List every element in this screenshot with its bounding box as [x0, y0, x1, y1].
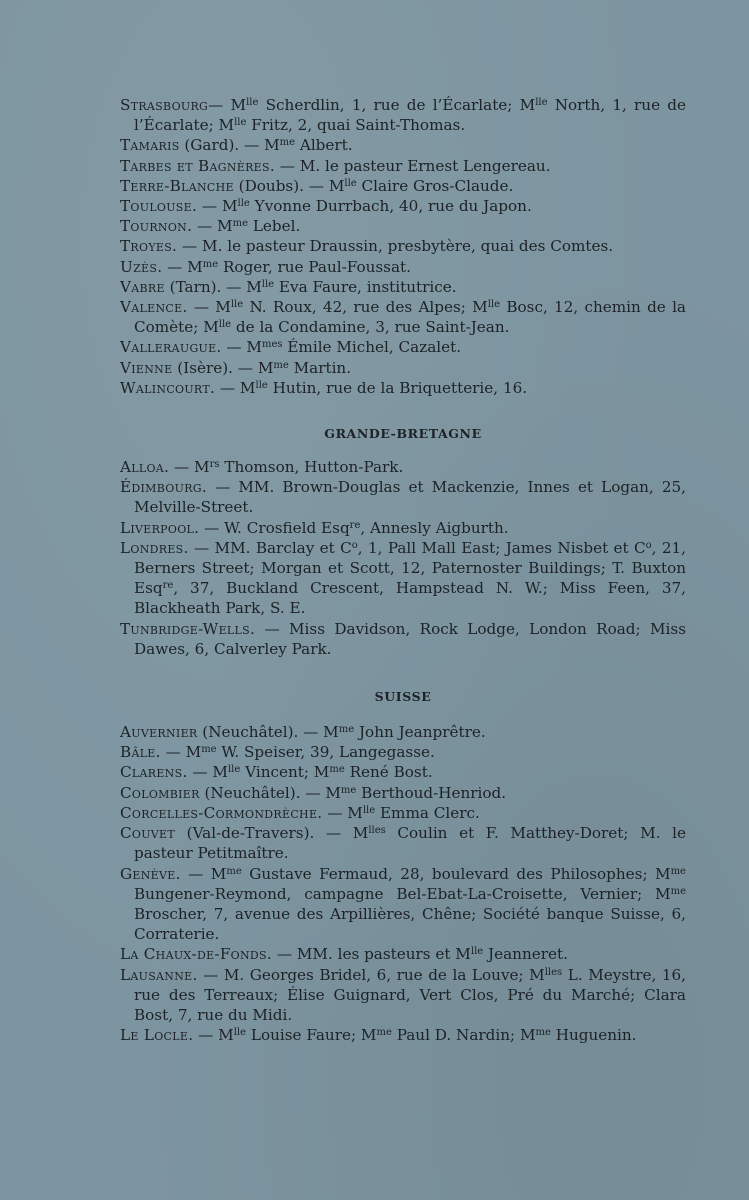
entry-text: Coulin et F. Matthey-Doret; M. le pasteur Petitmaître. — [134, 824, 686, 863]
entry-place: Vabre — [120, 277, 165, 296]
directory-entry — [120, 297, 686, 337]
entry-text: Albert. — [295, 136, 353, 155]
title-abbrev-superscript: me — [202, 258, 219, 270]
entry-text: (Gard). — M — [179, 136, 280, 155]
title-abbrev-superscript: me — [273, 359, 289, 371]
entry-text: Roger, rue Paul-Foussat. — [218, 257, 411, 276]
entry-place: Terre-Blanche — [120, 176, 234, 195]
title-abbrev-superscript: lle — [230, 299, 244, 311]
entry-text: (Tarn). — M — [164, 277, 262, 296]
directory-entry — [120, 358, 686, 378]
entry-place: Tunbridge-Wells. — [120, 619, 256, 638]
title-abbrev-superscript: mes — [261, 339, 283, 351]
entry-text: — M. le pasteur Draussin, presbytère, quai des Comtes. — [177, 237, 614, 256]
entry-text: John Jeanprêtre. — [354, 723, 486, 742]
title-abbrev-superscript: lle — [535, 97, 548, 108]
france-entries — [120, 95, 686, 398]
entry-text: Louise Faure; M — [246, 1026, 377, 1045]
entry-text: , 21, Berners Street; Morgan et Scott, 12, Paternoster Buildings; T. Buxton Esq — [134, 538, 687, 598]
title-abbrev-superscript: me — [201, 744, 217, 756]
title-abbrev-superscript: lle — [246, 97, 259, 108]
entry-text: , 37, Buckland Crescent, Hampstead N. W.; Miss Feen, 37, Blackheath Park, S. E. — [134, 579, 686, 618]
entry-text: Emma Clerc. — [375, 803, 480, 822]
title-abbrev-superscript: lle — [234, 117, 247, 129]
title-abbrev-superscript: me — [329, 764, 345, 776]
entry-place: Édimbourg. — [120, 478, 207, 497]
title-abbrev-superscript: me — [340, 784, 357, 796]
title-abbrev-superscript: lle — [255, 379, 268, 391]
directory-entry — [120, 135, 686, 155]
entry-place: Troyes. — [120, 237, 178, 256]
title-abbrev-superscript: lle — [261, 278, 275, 290]
entry-place: Tamaris — [120, 136, 180, 155]
entry-place: Tournon. — [120, 217, 193, 236]
entry-text: Berthoud-Henriod. — [356, 783, 507, 802]
directory-entry — [120, 864, 686, 945]
entry-text: North, 1, rue de l’Écarlate; M — [134, 96, 686, 135]
title-abbrev-superscript: lle — [227, 764, 241, 776]
title-abbrev-superscript: lle — [470, 946, 484, 958]
entry-text: — M — [180, 864, 227, 883]
entry-place: Toulouse. — [120, 197, 198, 216]
entry-place: Strasbourg — [120, 96, 209, 114]
entry-text: — M. Georges Bridel, 6, rue de la Louve; M — [197, 965, 545, 984]
entry-text: Bosc, 12, chemin de la Comète; M — [134, 298, 686, 337]
directory-entry — [120, 216, 686, 236]
entry-text: Martin. — [288, 358, 352, 377]
entry-place: Genève. — [120, 864, 181, 883]
title-abbrev-superscript: me — [279, 137, 296, 149]
entry-text: W. Speiser, 39, Langegasse. — [216, 743, 435, 762]
entry-text: Gustave Fermaud, 28, boulevard des Philosophes; M — [241, 864, 671, 883]
entry-place: Valleraugue. — [120, 338, 222, 357]
title-abbrev-superscript: lles — [368, 825, 386, 837]
entry-text: Yvonne Durrbach, 40, rue du Japon. — [249, 197, 532, 216]
entry-place: Bâle. — [120, 743, 161, 762]
entry-place: Tarbes et Bagnères. — [120, 156, 275, 175]
entry-text: N. Roux, 42, rue des Alpes; M — [243, 298, 488, 317]
section-heading-suisse: SUISSE — [374, 689, 432, 705]
entry-text: — M — [215, 378, 256, 397]
entry-text: (Neuchâtel). — M — [199, 783, 341, 802]
entry-place: Alloa. — [120, 458, 170, 477]
entry-text: Huguenin. — [550, 1026, 637, 1045]
entry-text: René Bost. — [344, 763, 433, 782]
entry-text: — Miss Davidson, Rock Lodge, London Road; Miss Dawes, 6, Calverley Park. — [134, 619, 686, 658]
title-abbrev-superscript: o — [351, 539, 358, 551]
title-abbrev-superscript: me — [535, 1027, 551, 1039]
entry-text: , Annesly Aigburth. — [360, 518, 509, 537]
entry-text: — M — [187, 763, 228, 782]
entry-text: Lebel. — [248, 217, 301, 236]
entry-text: (Isère). — M — [172, 358, 274, 377]
section-heading-grande-bretagne: GRANDE-BRETAGNE — [324, 426, 482, 442]
entry-place: Uzès. — [120, 257, 163, 276]
entry-place: La Chaux-de-Fonds. — [120, 945, 272, 964]
directory-entry — [120, 176, 686, 196]
directory-entry — [120, 1025, 686, 1045]
entry-text: Hutin, rue de la Briquetterie, 16. — [267, 378, 528, 397]
entry-text: — M — [160, 743, 202, 762]
directory-entry — [120, 722, 686, 742]
directory-entry — [120, 337, 686, 357]
entry-place: Couvet — [120, 824, 176, 843]
entry-place: Clarens. — [120, 763, 188, 782]
title-abbrev-superscript: me — [226, 865, 242, 877]
entry-place: Liverpool. — [120, 518, 200, 537]
entry-text: Jeanneret. — [483, 945, 568, 964]
entry-text: Thomson, Hutton-Park. — [219, 458, 404, 477]
entry-place: Corcelles-Cormondrèche. — [120, 803, 323, 822]
entry-place: Le Locle. — [120, 1026, 194, 1045]
title-abbrev-superscript: me — [670, 885, 686, 897]
title-abbrev-superscript: rs — [209, 459, 220, 471]
entry-place: Auvernier — [120, 723, 198, 742]
entry-text: — M — [193, 1026, 234, 1045]
directory-entry — [120, 783, 686, 803]
suisse-entries — [120, 722, 686, 1045]
title-abbrev-superscript: me — [232, 218, 249, 230]
title-abbrev-superscript: lle — [218, 319, 232, 331]
title-abbrev-superscript: lle — [487, 299, 501, 311]
entry-text: (Doubs). — M — [233, 176, 345, 195]
entry-text: — M — [197, 197, 238, 216]
title-abbrev-superscript: re — [162, 580, 174, 592]
entry-text: Claire Gros-Claude. — [356, 176, 514, 195]
directory-entry — [120, 538, 686, 619]
directory-entry — [120, 277, 686, 297]
entry-place: Colombier — [120, 783, 200, 802]
entry-text: Paul D. Nardin; M — [391, 1026, 536, 1045]
entry-place: Londres. — [120, 538, 189, 557]
directory-entry — [120, 156, 686, 176]
grande-bretagne-entries — [120, 457, 686, 659]
entry-place: Walincourt. — [120, 378, 216, 397]
entry-text: — M — [162, 257, 203, 276]
title-abbrev-superscript: lle — [344, 177, 357, 189]
title-abbrev-superscript: me — [338, 724, 355, 736]
directory-entry — [120, 803, 686, 823]
title-abbrev-superscript: me — [670, 865, 686, 877]
directory-entry — [120, 742, 686, 762]
entry-place: Lausanne. — [120, 965, 198, 984]
title-abbrev-superscript: o — [645, 539, 652, 551]
title-abbrev-superscript: re — [349, 519, 361, 531]
entry-text: , 1, Pall Mall East; James Nisbet et C — [357, 538, 646, 557]
entry-text: — M — [221, 338, 262, 357]
entry-text: — M — [187, 298, 231, 317]
entry-place: Vienne — [120, 358, 173, 377]
directory-column — [120, 95, 686, 1045]
title-abbrev-superscript: me — [376, 1027, 392, 1039]
entry-text: — W. Crosfield Esq — [199, 518, 350, 537]
entry-text: Bungener-Reymond, campagne Bel-Ebat-La-Croisette, Vernier; M — [134, 884, 671, 903]
directory-entry — [120, 965, 686, 1026]
directory-entry — [120, 762, 686, 782]
entry-place: Valence. — [120, 298, 188, 317]
directory-entry — [120, 477, 686, 517]
title-abbrev-superscript: lles — [544, 966, 563, 978]
entry-text: — M — [322, 803, 363, 822]
directory-entry — [120, 95, 686, 135]
entry-text: Émile Michel, Cazalet. — [282, 338, 462, 357]
directory-entry — [120, 944, 686, 964]
directory-entry — [120, 257, 686, 277]
directory-entry — [120, 518, 686, 538]
entry-text: — MM. Brown-Douglas et Mackenzie, Innes et Logan, 25, Melville-Street. — [134, 478, 686, 517]
directory-entry — [120, 196, 686, 216]
directory-entry — [120, 619, 686, 659]
directory-entry — [120, 457, 686, 477]
entry-text: de la Condamine, 3, rue Saint-Jean. — [231, 318, 510, 337]
entry-text: Broscher, 7, avenue des Arpillières, Chêne; Société banque Suisse, 6, Corraterie. — [134, 904, 686, 944]
directory-entry — [120, 823, 686, 863]
entry-text: — M — [208, 96, 247, 114]
directory-entry — [120, 378, 686, 398]
entry-text: Vincent; M — [240, 763, 330, 782]
title-abbrev-superscript: lle — [233, 1027, 247, 1039]
title-abbrev-superscript: lle — [362, 804, 376, 816]
directory-entry — [120, 236, 686, 256]
entry-text: — M — [169, 458, 210, 477]
entry-text: — MM. Barclay et C — [188, 538, 352, 557]
entry-text: — MM. les pasteurs et M — [272, 945, 471, 964]
title-abbrev-superscript: lle — [237, 198, 250, 210]
entry-text: Eva Faure, institutrice. — [274, 277, 457, 296]
entry-text: Fritz, 2, quai Saint-Thomas. — [246, 116, 466, 135]
entry-text: (Neuchâtel). — M — [197, 723, 339, 742]
entry-text: — M. le pasteur Ernest Lengereau. — [274, 156, 551, 175]
entry-text: Scherdlin, 1, rue de l’Écarlate; M — [258, 96, 536, 114]
entry-text: L. Meystre, 16, rue des Terreaux; Élise Guignard, Vert Clos, Pré du Marché; Clara Bost, 7, rue du Midi. — [134, 965, 686, 1024]
entry-text: — M — [192, 217, 233, 236]
entry-text: (Val-de-Travers). — M — [175, 824, 369, 843]
